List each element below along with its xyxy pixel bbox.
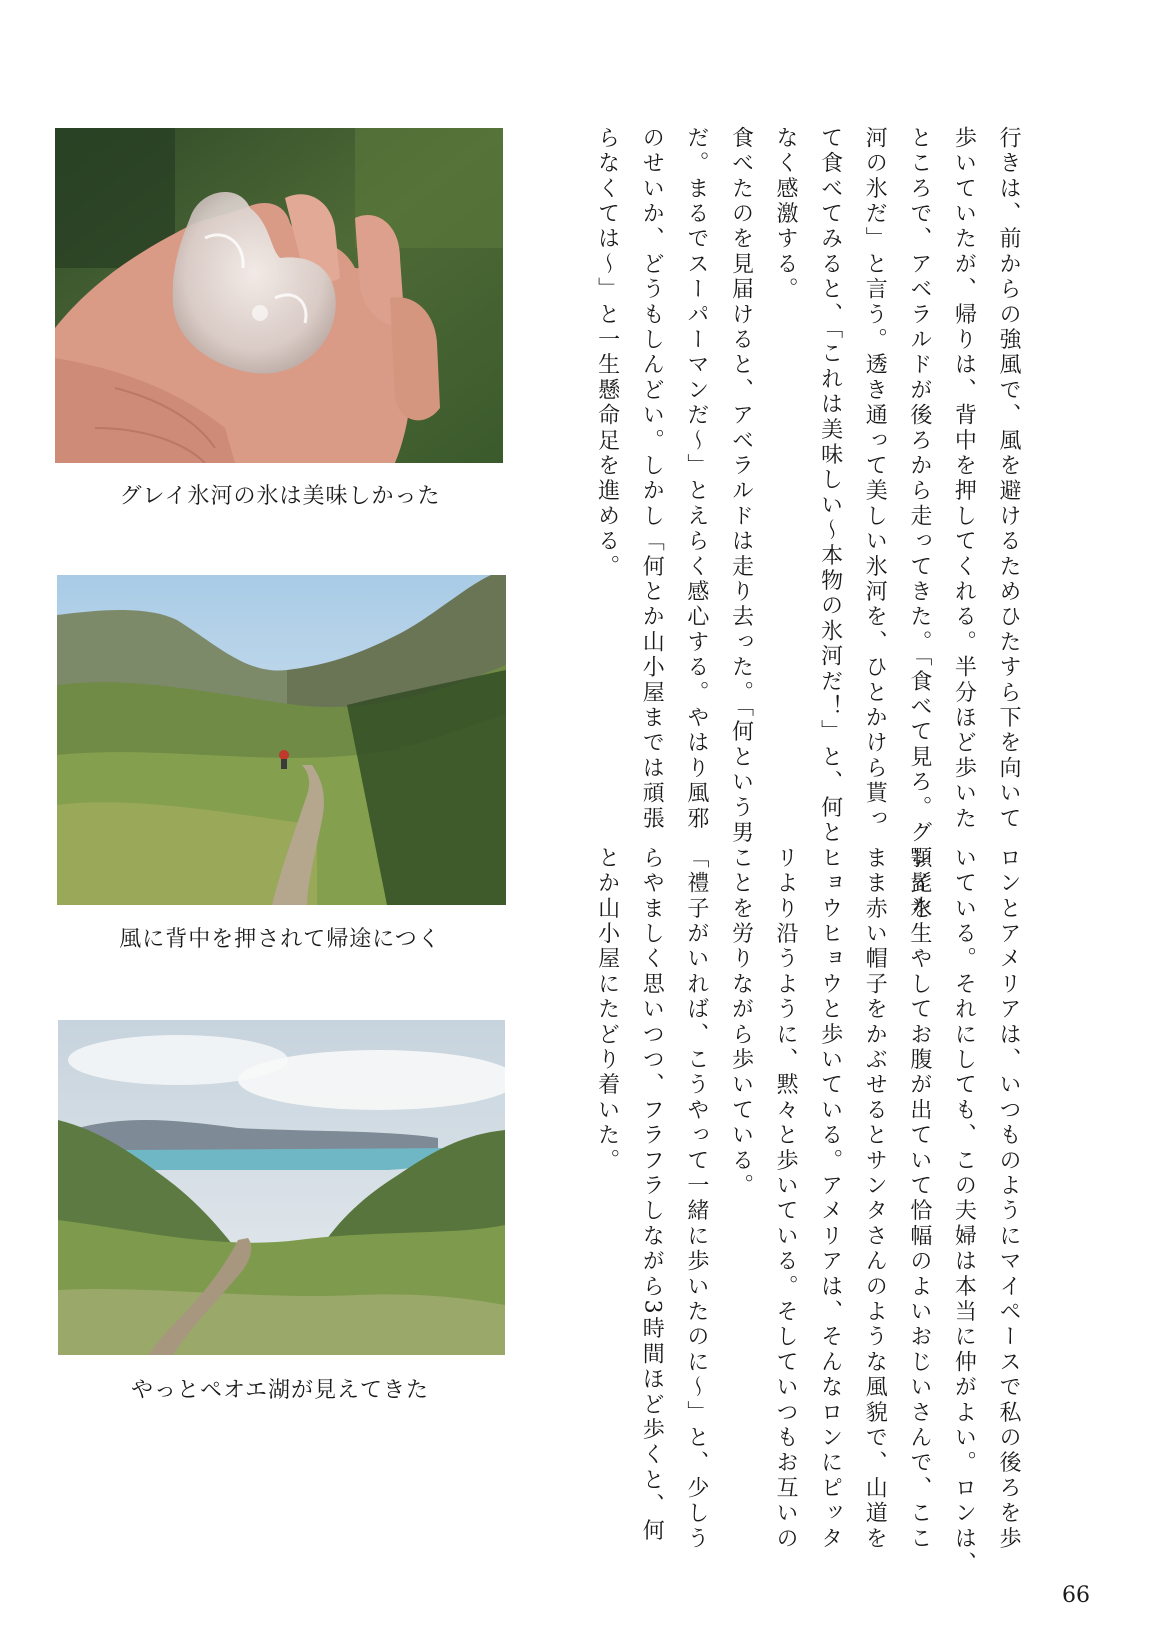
text-line: て食べてみると、「これは美味しい～本物の氷河だ！」と、何と — [817, 126, 843, 846]
body-text-upper — [584, 126, 1030, 922]
photo-glacier-ice — [55, 128, 503, 463]
text-line: ロンとアメリアは、いつものようにマイペースで私の後ろを歩 — [996, 846, 1021, 1552]
text-line: のせいか、どうもしんどい。しかし「何とか山小屋までは頑張 — [639, 126, 665, 832]
text-line: だ。まるでスーパーマンだ～」とえらく感心する。やはり風邪 — [683, 126, 709, 832]
text-line: まま赤い帽子をかぶせるとサンタさんのような風貌で、山道を — [862, 846, 888, 1552]
text-line: ところで、アベラルドが後ろから走ってきた。「食べて見ろ。グレイ氷 — [906, 126, 932, 922]
text-line: ことを労りながら歩いている。 — [728, 846, 754, 1199]
text-line: 行きは、前からの強風で、風を避けるためひたすら下を向いて — [996, 126, 1021, 832]
text-line: 食べたのを見届けると、アベラルドは走り去った。「何という男 — [728, 126, 754, 846]
figure-caption: やっとペオエ湖が見えてきた — [130, 1378, 430, 1403]
text-line: 「禮子がいれば、こうやって一緒に歩いたのに～」と、少しう — [683, 846, 709, 1552]
figure-caption: グレイ氷河の氷は美味しかった — [119, 484, 441, 509]
text-line: ヒョウヒョウと歩いている。アメリアは、そんなロンにピッタ — [817, 846, 843, 1552]
valley-trail-photo — [57, 575, 506, 905]
photo-valley-trail — [57, 575, 506, 905]
page-number: 66 — [1062, 1583, 1090, 1608]
figure-caption: 風に背中を押されて帰途につく — [119, 927, 441, 952]
photo-lake-pehoe — [58, 1020, 505, 1355]
text-line: 河の氷だ」と言う。透き通って美しい氷河を、ひとかけら貰っ — [862, 126, 888, 832]
body-text-lower — [584, 846, 1030, 1577]
text-line: なく感激する。 — [773, 126, 799, 303]
text-line: らなくては～」と一生懸命足を進める。 — [594, 126, 620, 580]
hand-holding-glacier-ice-photo — [55, 128, 503, 463]
lake-pehoe-view-photo — [58, 1020, 505, 1355]
text-line: らやましく思いつつ、フラフラしながら3時間ほど歩くと、何 — [639, 846, 665, 1544]
text-line: 顎髭を生やしてお腹が出ていて恰幅のよいおじいさんで、ここ — [906, 846, 932, 1552]
text-line: いている。それにしても、この夫婦は本当に仲がよい。ロンは、 — [951, 846, 977, 1577]
text-line: 歩いていたが、帰りは、背中を押してくれる。半分ほど歩いた — [951, 126, 977, 832]
text-line: リより沿うように、黙々と歩いている。そしていつもお互いの — [773, 846, 799, 1552]
text-line: とか山小屋にたどり着いた。 — [594, 846, 620, 1174]
